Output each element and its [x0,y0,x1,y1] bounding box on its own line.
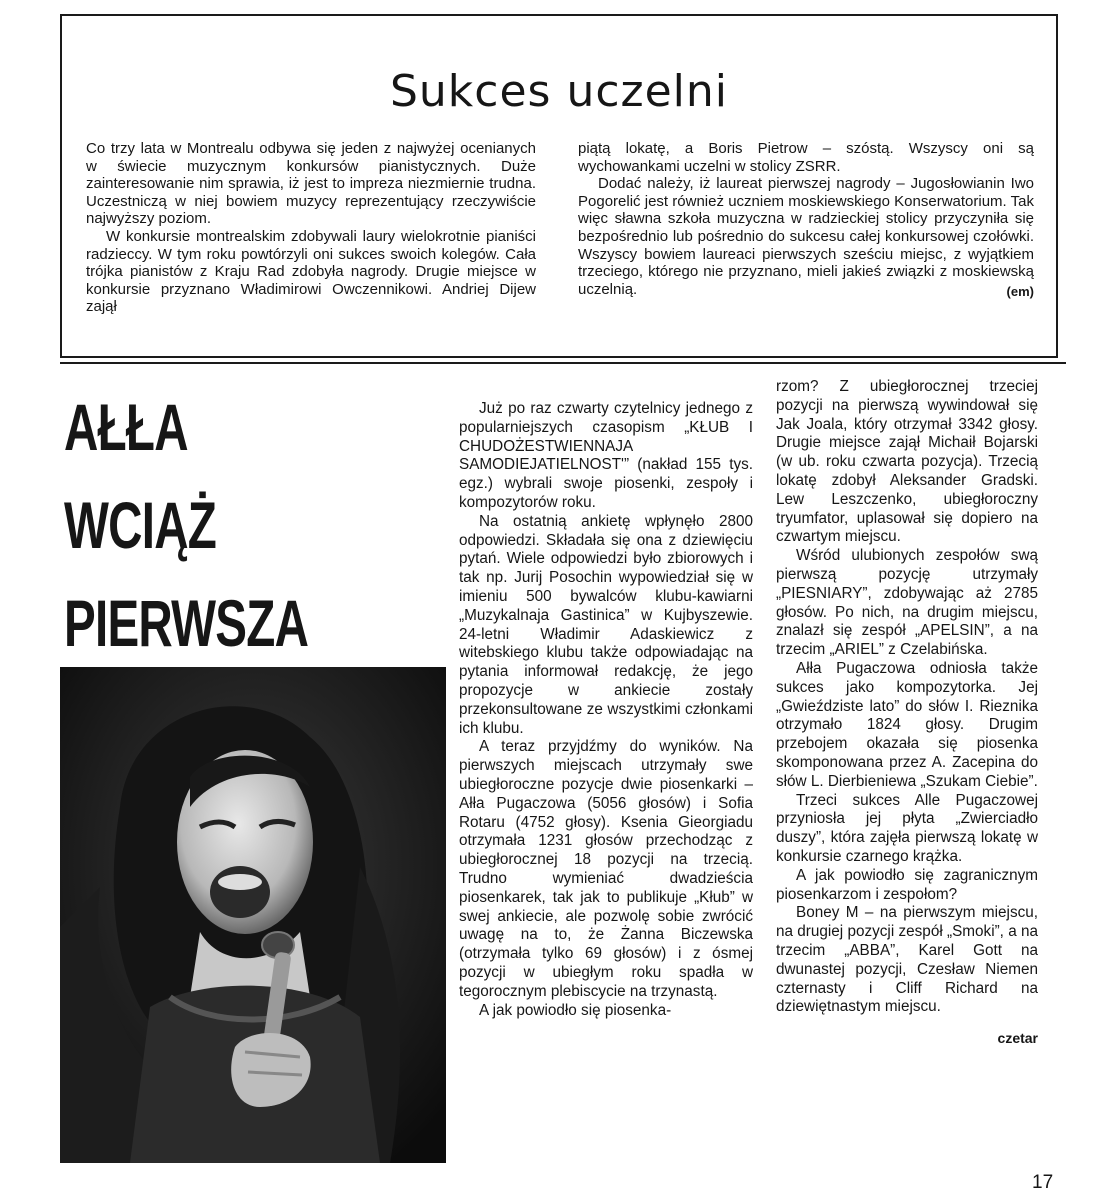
singer-photo-illustration [60,667,446,1163]
box-paragraph: W konkursie montrealskim zdobywali laury wielokrotnie pianiści radzieccy. W tym roku powtórzyli oni sukces swoich kolegów. Cała trójka pianistów z Kraju Rad zdobyła nagrody. Drugie miejsce w konkursie przyznano Władimirowi Owczennikowi. Andriej Dijew zajął [86,227,536,316]
article-paragraph: Ałła Pugaczowa odniosła także sukces jako kompozytorka. Jej „Gwieździste lato” do słów I. Rieznika otrzymało 1824 głosy. Drugim przebojem okazała się piosenka skomponowana przez A. Zacepina do słów L. Dierbieniewa „Szukam Ciebie”. [776,659,1038,790]
article-paragraph: Trzeci sukces Alle Pugaczowej przyniosła jej płyta „Zwierciadło duszy”, która zajęła pierwszą lokatę w konkursie czarnego krążka. [776,791,1038,865]
article-paragraph: Boney M – na pierwszym miejscu, na drugiej pozycji zespół „Smoki”, a na trzecim „ABBA”, Karel Gott na dwunastej pozycji, Czesław Niemen czternasty i Cliff Richard na dziewiętnastym miejscu. [776,904,1038,1016]
box-paragraph: Co trzy lata w Montrealu odbywa się jeden z najwyżej ocenianych w świecie muzycznym konkursów pianistycznych. Duże zainteresowanie nim sprawia, iż jest to impreza niezmiernie trudna. Uczestniczą w niej bowiem muzycy reprezentujący rzeczywiście najwyższy poziom. [86,140,536,228]
article-paragraph: A teraz przyjdźmy do wyników. Na pierwszych miejscach utrzymały swe ubiegłoroczne pozycje dwie piosenkarki – Ałła Pugaczowa (5056 głosów) i Sofia Rotaru (4752 głosy). Ksenia Gieorgiadu otrzymała 1231 głosów przechodząc z ubiegłorocznej 18 pozycji na trzecią. Trudno wymieniać dwadzieścia piosenkarek, tak jak to publikuje „Kłub” w swej ankiecie, ale pozwolę sobie zwrócić uwagę na to, że Żanna Biczewska (otrzymała tylko 69 głosów) i z ósmej pozycji w ubiegłym roku spadła w tegorocznym plebiscycie na trzynastą. [459,738,753,1000]
article-signature: czetar [997,1030,1038,1047]
headline-line: PIERWSZA [64,586,309,660]
article-right-column [776,378,1038,1048]
singer-photo [60,667,446,1163]
article-paragraph: Wśród ulubionych zespołów swą pierwszą pozycję utrzymały „PIESNIARY”, zdobywając aż 2785 głosów. Po nich, na drugim miejscu, znalazł się zespół „APELSIN”, a na trzecim „ARIEL” z Czelabińska. [776,547,1038,659]
box-paragraph: piątą lokatę, a Boris Pietrow – szóstą. Wszyscy oni są wychowankami uczelni w stolicy ZSRR. [578,140,1034,175]
box-right-column [578,140,1034,300]
article-paragraph: A jak powiodło się piosenka- [479,1001,672,1019]
article-paragraph: Już po raz czwarty czytelnicy jednego z popularniejszych czasopism „KŁUB I CHUDOŻESTWIENNAJA SAMODIEJATIELNOST'” (nakład 155 tys. egz.) wybrali swoje piosenki, zespoły i kompozytorów roku. [459,400,753,511]
article-paragraph: A jak powiodło się zagranicznym piosenkarzom i zespołom? [776,866,1038,903]
box-left-column [86,140,536,316]
box-signature: (em) [1006,283,1034,299]
headline-line: WCIĄŻ [64,488,217,562]
headline-line: AŁŁA [64,390,188,464]
box-paragraph-text: Dodać należy, iż laureat pierwszej nagrody – Jugosłowianin Iwo Pogorelić jest również uczniem moskiewskiego Konserwatorium. Tak więc sławna szkoła muzyczna w radzieckiej stolicy przyczyniła się bezpośrednio lub pośrednio do sukcesu całej konkursowej czołówki. Wszyscy bowiem laureaci pierwszych sześciu miejsc, z wyjątkiem trzeciego, którego nie przyznano, mieli jakieś związki z moskiewską uczelnią. [578,175,1034,298]
headline [64,378,308,672]
box-title: Sukces uczelni [389,66,729,117]
horizontal-rule [60,362,1066,364]
article-middle-column [459,400,753,1020]
sidebar-box [60,14,1058,358]
page-number: 17 [1032,1172,1054,1193]
article-paragraph: rzom? Z ubiegłorocznej trzeciej pozycji na pierwszą wywindował się Jak Joala, który otrzymał 3342 głosy. Drugie miejsce zajął Michaił Bojarski (w ub. roku czwarta pozycja). Trzecią lokatę zdobył Aleksander Gradski. Lew Leszczenko, ubiegłoroczny tryumfator, uplasował się dopiero na czwartym miejscu. [776,378,1038,546]
article-paragraph: Na ostatnią ankietę wpłynęło 2800 odpowiedzi. Składała się ona z dziewięciu pytań. Wiele odpowiedzi było zbiorowych i tak np. Jurij Posochin wypowiedział się w imieniu 500 bywalców klubu-kawiarni „Muzykalnaja Gastinica” w Kujbyszewie. 24-letni Władimir Adaskiewicz z witebskiego klubu także odpowiadając na pytania informował redakcję, że jego propozycje w ankiecie zostały przekonsultowane ze wszystkimi członkami ich klubu. [459,512,753,737]
box-paragraph [578,175,1034,298]
